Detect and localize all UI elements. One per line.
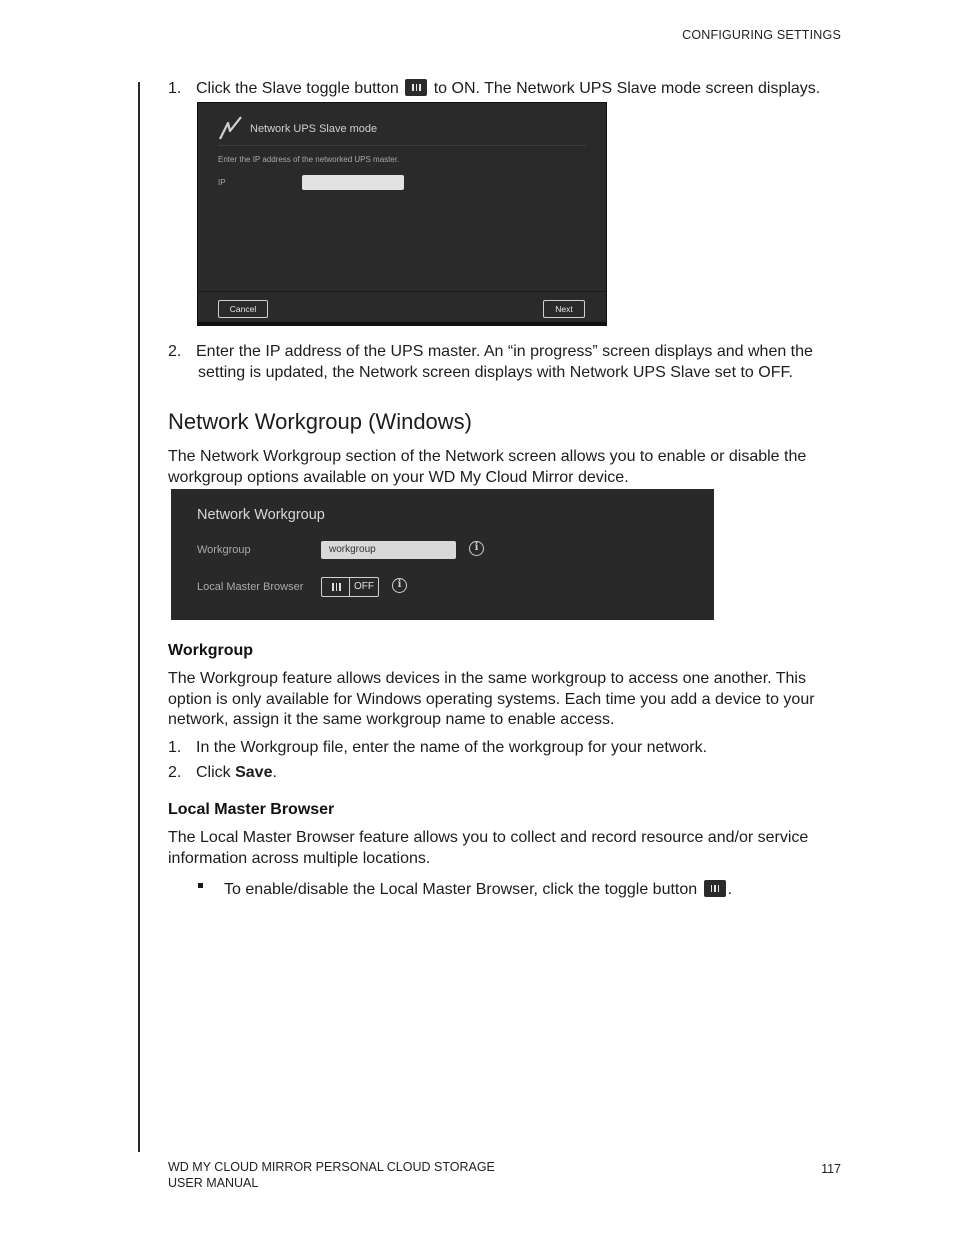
- bullet-text: .: [727, 881, 733, 898]
- cancel-button[interactable]: Cancel: [218, 300, 268, 318]
- step-text: .: [272, 764, 277, 781]
- step-1: [168, 79, 820, 100]
- bullet-text: To enable/disable the Local Master Browser, click the toggle button: [224, 881, 698, 898]
- toggle-handle-icon: [322, 578, 350, 596]
- running-header: CONFIGURING SETTINGS: [682, 28, 841, 42]
- bullet-icon: [198, 883, 203, 888]
- workgroup-heading: Workgroup: [168, 642, 254, 659]
- ip-input[interactable]: [302, 175, 404, 190]
- workgroup-panel-title: Network Workgroup: [197, 507, 325, 523]
- step-number: 2.: [168, 343, 182, 360]
- paragraph-line: network, assign it the same workgroup name to enable access.: [168, 711, 615, 728]
- ups-slave-screenshot: [197, 102, 607, 326]
- step-text: Enter the IP address of the UPS master. An “in progress” screen displays and when the: [196, 343, 813, 360]
- step-text: Click the Slave toggle button: [196, 80, 399, 97]
- lmb-bullet: [224, 880, 732, 901]
- info-icon[interactable]: i: [392, 578, 407, 593]
- footer-title: [168, 1159, 495, 1191]
- lmb-paragraph: [168, 828, 808, 869]
- paragraph-line: The Workgroup feature allows devices in the same workgroup to access one another. This: [168, 670, 806, 687]
- save-term: Save: [235, 764, 273, 781]
- paragraph-line: information across multiple locations.: [168, 849, 431, 867]
- network-workgroup-screenshot: [171, 489, 714, 620]
- workgroup-paragraph: [168, 669, 815, 731]
- step-text: setting is updated, the Network screen displays with Network UPS Slave set to OFF.: [198, 363, 793, 381]
- workgroup-step-2: [168, 763, 277, 784]
- page-number: 117: [821, 1162, 841, 1176]
- next-button[interactable]: Next: [543, 300, 585, 318]
- step-text: Click: [196, 764, 236, 781]
- local-master-browser-label: Local Master Browser: [197, 581, 304, 593]
- intro-line: The Network Workgroup section of the Network screen allows you to enable or disable the: [168, 448, 807, 465]
- info-icon[interactable]: i: [469, 541, 484, 556]
- toggle-button-icon: [704, 880, 726, 897]
- section-title: Network Workgroup (Windows): [168, 409, 473, 434]
- step-text: to ON. The Network UPS Slave mode screen displays.: [433, 80, 821, 97]
- workgroup-input[interactable]: workgroup: [321, 541, 456, 559]
- paragraph-line: The Local Master Browser feature allows you to collect and record resource and/or service: [168, 829, 809, 846]
- ups-dialog-title: Network UPS Slave mode: [250, 123, 378, 135]
- toggle-state: OFF: [354, 581, 374, 592]
- step-text: In the Workgroup file, enter the name of the workgroup for your network.: [196, 739, 708, 756]
- divider: [198, 291, 606, 292]
- paragraph-line: option is only available for Windows operating systems. Each time you add a device to your: [168, 690, 815, 708]
- power-bolt-icon: [218, 115, 244, 141]
- bottom-border: [198, 322, 606, 325]
- local-master-browser-toggle[interactable]: [321, 577, 379, 597]
- workgroup-label: Workgroup: [197, 544, 251, 556]
- step-number: 1.: [168, 739, 182, 756]
- section-intro: [168, 447, 806, 488]
- intro-line: workgroup options available on your WD My Cloud Mirror device.: [168, 468, 629, 486]
- ups-instruction: Enter the IP address of the networked UPS master.: [218, 155, 400, 164]
- lmb-heading: Local Master Browser: [168, 801, 335, 818]
- footer-line: USER MANUAL: [168, 1176, 259, 1190]
- toggle-button-icon: [405, 79, 427, 96]
- step-number: 2.: [168, 764, 182, 781]
- divider: [218, 145, 586, 146]
- step-2: [168, 342, 813, 383]
- step-number: 1.: [168, 80, 182, 97]
- footer-line: WD MY CLOUD MIRROR PERSONAL CLOUD STORAGE: [168, 1160, 495, 1174]
- workgroup-step-1: [168, 738, 707, 759]
- margin-bar: [138, 82, 140, 1152]
- ip-label: IP: [218, 178, 226, 187]
